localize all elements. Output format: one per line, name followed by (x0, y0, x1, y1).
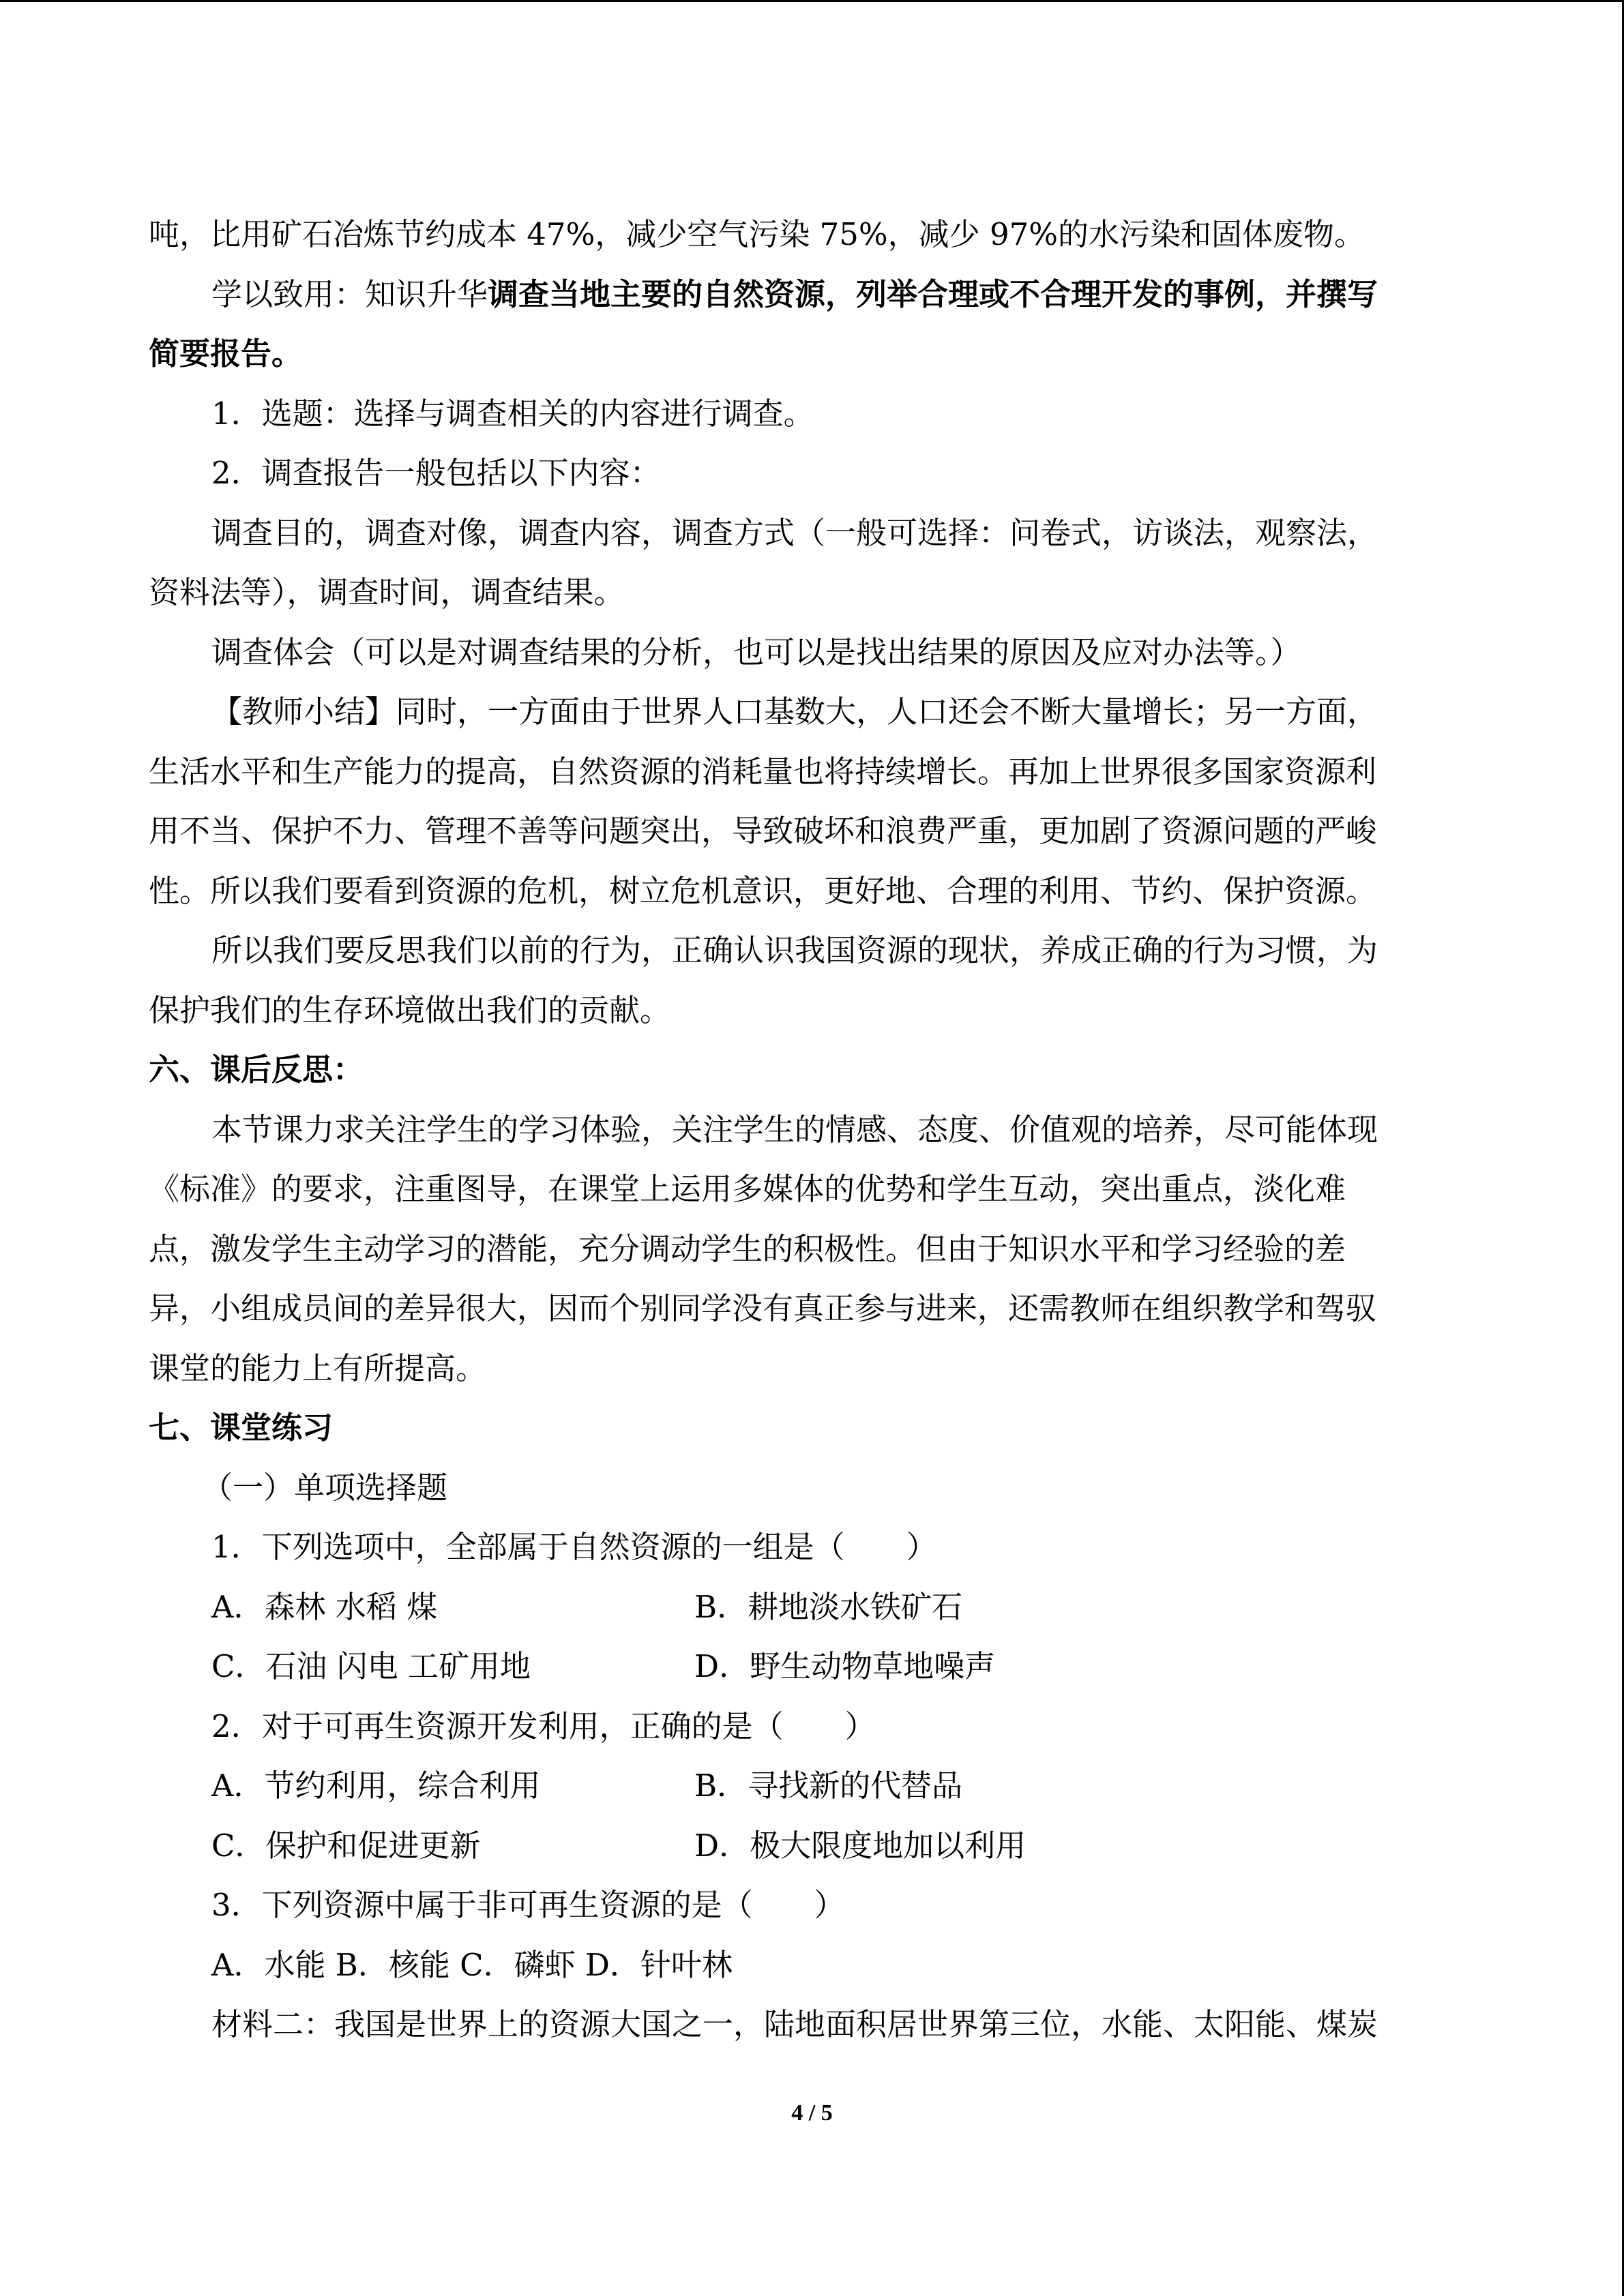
reflection-text-line-1: 本节课力求关注学生的学习体验，关注学生的情感、态度、价值观的培养，尽可能体现 (211, 1111, 1378, 1148)
reflection-text-line-5: 课堂的能力上有所提高。 (149, 1350, 487, 1386)
apply-knowledge-task-continued: 简要报告。 (149, 336, 303, 372)
question-2-option-b: B．寻找新的代替品 (694, 1768, 963, 1804)
question-2-options-row-2 (149, 1816, 1462, 1876)
apply-knowledge-task: 调查当地主要的自然资源，列举合理或不合理开发的事例，并撰写 (488, 275, 1378, 312)
teacher-summary-line-4: 性。所以我们要看到资源的危机，树立危机意识，更好地、合理的利用、节约、保护资源。 (149, 872, 1377, 909)
paragraph-apply-knowledge (149, 265, 1462, 325)
question-2-options-row-1 (149, 1756, 1462, 1816)
paragraph-survey-reflection: 调查体会（可以是对调查结果的分析，也可以是找出结果的原因及应对办法等。） (211, 633, 1301, 670)
paragraph-reflection-line-1: 所以我们要反思我们以前的行为，正确认识我国资源的现状，养成正确的行为习惯，为 (211, 932, 1378, 968)
question-1-options-row-2 (149, 1637, 1462, 1697)
question-3-stem: 3．下列资源中属于非可再生资源的是（ ） (211, 1887, 845, 1923)
material-2-paragraph: 材料二：我国是世界上的资源大国之一，陆地面积居世界第三位，水能、太阳能、煤炭 (211, 2006, 1378, 2042)
question-1-option-a: A．森林 水稻 煤 (211, 1588, 438, 1625)
paragraph-report-elements-continued: 资料法等），调查时间，调查结果。 (149, 574, 625, 610)
question-1-stem: 1．下列选项中，全部属于自然资源的一组是（ ） (211, 1529, 937, 1565)
list-item-topic: 1．选题：选择与调查相关的内容进行调查。 (211, 395, 814, 432)
reflection-text-line-2: 《标准》的要求，注重图导，在课堂上运用多媒体的优势和学生互动，突出重点，淡化难 (149, 1171, 1346, 1207)
paragraph-report-elements: 调查目的，调查对像，调查内容，调查方式（一般可选择：问卷式，访谈法，观察法， (211, 514, 1378, 551)
question-2-option-a: A．节约利用，综合利用 (211, 1768, 541, 1804)
paragraph-recycling-benefits: 吨，比用矿石冶炼节约成本 47%，减少空气污染 75%，减少 97%的水污染和固体废物。 (149, 216, 1365, 252)
question-2-option-c: C．保护和促进更新 (211, 1827, 481, 1864)
question-3-options: A．水能 B．核能 C．磷虾 D．针叶林 (211, 1946, 733, 1983)
page-border-top (0, 0, 1624, 2)
question-1-option-b: B．耕地淡水铁矿石 (694, 1588, 963, 1625)
question-1-option-d: D．野生动物草地噪声 (694, 1648, 996, 1684)
paragraph-reflection-line-2: 保护我们的生存环境做出我们的贡献。 (149, 992, 671, 1028)
list-item-report-contents: 2．调查报告一般包括以下内容： (211, 455, 661, 491)
teacher-summary-line-3: 用不当、保护不力、管理不善等问题突出，导致破坏和浪费严重，更加剧了资源问题的严峻 (149, 813, 1377, 849)
teacher-summary-line-1: 【教师小结】同时，一方面由于世界人口基数大，人口还会不断大量增长；另一方面， (211, 694, 1378, 730)
reflection-text-line-3: 点，激发学生主动学习的潜能，充分调动学生的积极性。但由于知识水平和学习经验的差 (149, 1230, 1346, 1267)
apply-knowledge-prefix: 学以致用：知识升华 (211, 275, 488, 312)
question-2-stem: 2．对于可再生资源开发利用，正确的是（ ） (211, 1708, 876, 1744)
teacher-summary-line-2: 生活水平和生产能力的提高，自然资源的消耗量也将持续增长。再加上世界很多国家资源利 (149, 753, 1377, 790)
section-heading-post-class-reflection: 六、课后反思： (149, 1052, 364, 1088)
document-body (149, 205, 1462, 2055)
question-1-options-row-1 (149, 1577, 1462, 1637)
subheading-single-choice: （一）单项选择题 (202, 1469, 448, 1506)
question-1-option-c: C．石油 闪电 工矿用地 (211, 1648, 531, 1684)
reflection-text-line-4: 异，小组成员间的差异很大，因而个别同学没有真正参与进来，还需教师在组织教学和驾驭 (149, 1290, 1377, 1326)
page-number: 4 / 5 (791, 2100, 833, 2126)
section-heading-classroom-exercise: 七、课堂练习 (149, 1410, 334, 1446)
question-2-option-d: D．极大限度地加以利用 (694, 1827, 1027, 1864)
